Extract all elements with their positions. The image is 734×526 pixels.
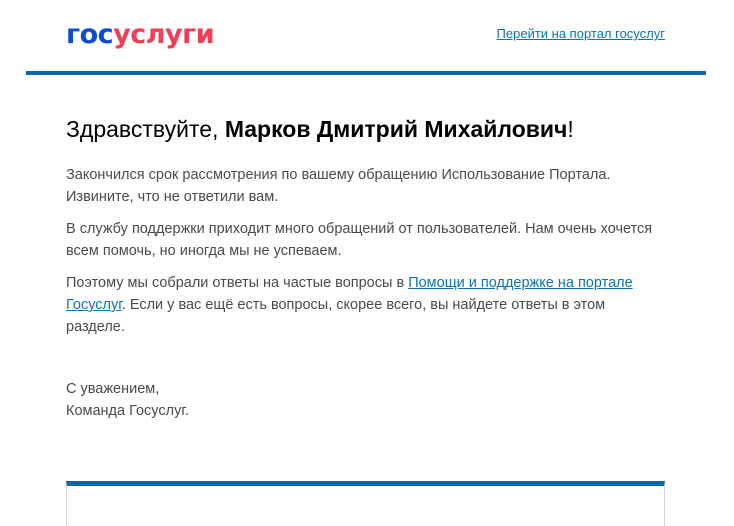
- footer-box: [66, 481, 665, 526]
- paragraph-help-text-before: Поэтому мы собрали ответы на частые вопросы в: [66, 275, 409, 291]
- recipient-name: Марков Дмитрий Михайлович: [224, 116, 568, 142]
- email-header: [26, 0, 706, 72]
- paragraph-help-text-after: . Если у вас ещё есть вопросы, скорее всего, вы найдете ответы в этом разделе.: [66, 297, 606, 335]
- greeting-heading: [66, 112, 666, 146]
- gosuslugi-logo[interactable]: [66, 18, 214, 52]
- logo-part-gos: гос: [66, 19, 114, 50]
- paragraph-deadline-expired: Закончился срок рассмотрения по вашему обращению Использование Портала. Извините, что не ответили вам.: [66, 167, 611, 205]
- go-to-portal-link[interactable]: Перейти на портал госуслуг: [496, 26, 665, 41]
- signature-team: Команда Госуслуг.: [66, 403, 189, 419]
- logo-part-uslugi: услуги: [113, 19, 215, 50]
- signature: [66, 378, 666, 422]
- signature-regards: С уважением,: [66, 381, 160, 397]
- header-divider: [26, 71, 706, 75]
- paragraph-help-section: [66, 272, 666, 338]
- help-support-link[interactable]: Помощи и поддержке на портале Госуслуг: [66, 275, 633, 313]
- greeting-suffix: !: [567, 116, 574, 142]
- greeting-prefix: Здравствуйте,: [66, 116, 225, 142]
- email-body: [66, 112, 666, 422]
- paragraph-support-load: В службу поддержки приходит много обращений от пользователей. Нам очень хочется всем помочь, но иногда мы не успеваем.: [66, 221, 653, 259]
